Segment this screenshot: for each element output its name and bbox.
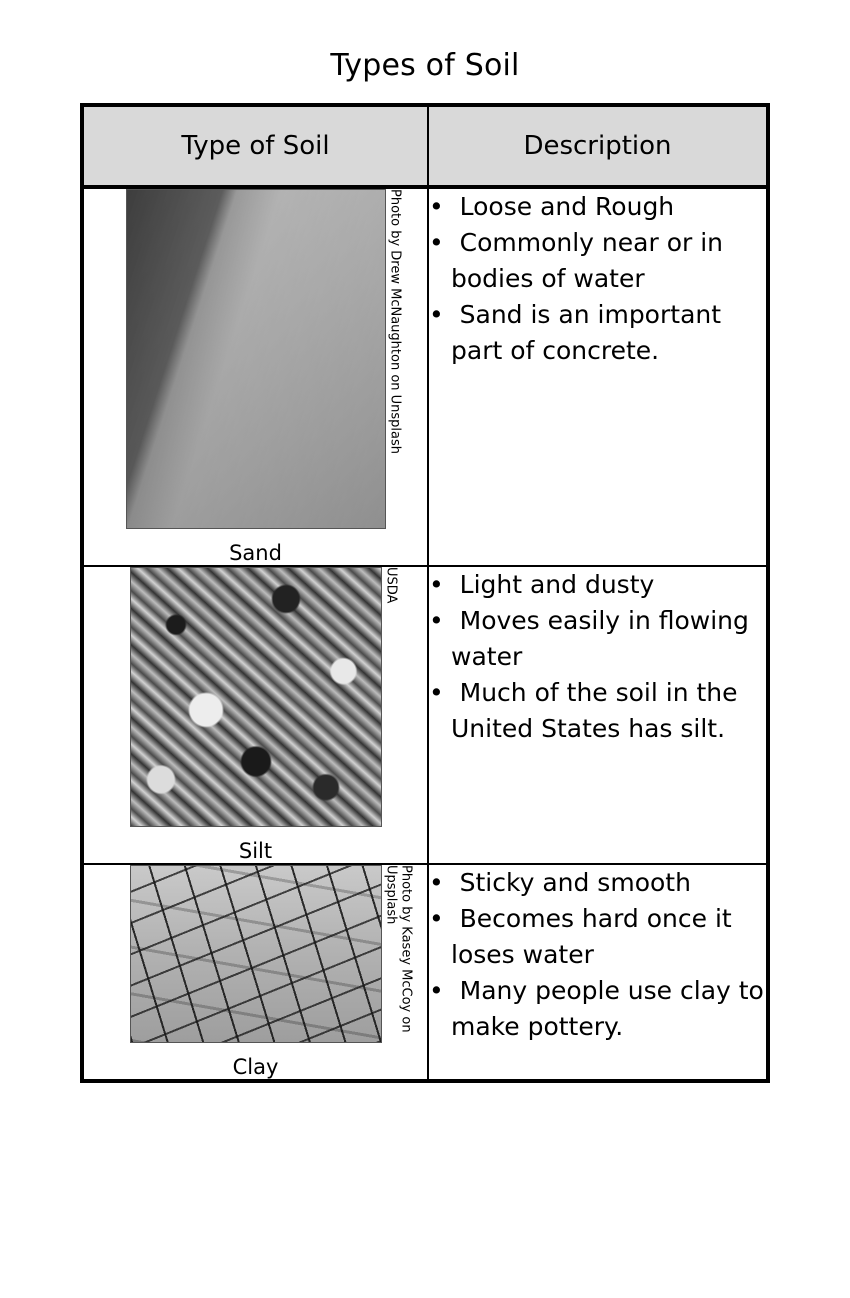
- soil-description-cell-sand: [428, 187, 768, 566]
- list-item: • Moves easily in flowing water: [429, 603, 766, 675]
- list-item: • Sand is an important part of concrete.: [429, 297, 766, 369]
- list-item: • Commonly near or in bodies of water: [429, 225, 766, 297]
- description-list-silt: [429, 567, 766, 747]
- table-row: [82, 187, 768, 566]
- sand-image-wrapper: [126, 189, 403, 529]
- list-item: • Becomes hard once it loses water: [429, 901, 766, 973]
- silt-image-wrapper: [130, 567, 399, 827]
- soil-label-sand: Sand: [229, 541, 282, 565]
- sand-photo-credit: Photo by Drew McNaughton on Unsplash: [387, 189, 403, 455]
- list-item: • Much of the soil in the United States has silt.: [429, 675, 766, 747]
- silt-photo: [130, 567, 382, 827]
- column-header-type: Type of Soil: [82, 105, 428, 187]
- description-list-clay: [429, 865, 766, 1045]
- soil-description-cell-silt: [428, 566, 768, 864]
- soil-type-cell-silt: [82, 566, 428, 864]
- list-item: • Loose and Rough: [429, 189, 766, 225]
- list-item: • Many people use clay to make pottery.: [429, 973, 766, 1045]
- sand-photo: [126, 189, 386, 529]
- list-item: • Sticky and smooth: [429, 865, 766, 901]
- soil-type-cell-sand: [82, 187, 428, 566]
- soil-description-cell-clay: [428, 864, 768, 1081]
- soil-types-table: [80, 103, 770, 1083]
- column-header-description: Description: [428, 105, 768, 187]
- soil-label-silt: Silt: [238, 839, 273, 863]
- clay-image-wrapper: [130, 865, 414, 1043]
- silt-photo-credit: USDA: [383, 567, 399, 604]
- table-header-row: [82, 105, 768, 187]
- clay-photo: [130, 865, 382, 1043]
- soil-type-cell-clay: [82, 864, 428, 1081]
- page-title: Types of Soil: [330, 48, 520, 83]
- soil-label-clay: Clay: [232, 1055, 279, 1079]
- clay-photo-credit: Photo by Kasey McCoy on Upsplash: [383, 865, 414, 1033]
- list-item: • Light and dusty: [429, 567, 766, 603]
- table-row: [82, 864, 768, 1081]
- description-list-sand: [429, 189, 766, 369]
- table-row: [82, 566, 768, 864]
